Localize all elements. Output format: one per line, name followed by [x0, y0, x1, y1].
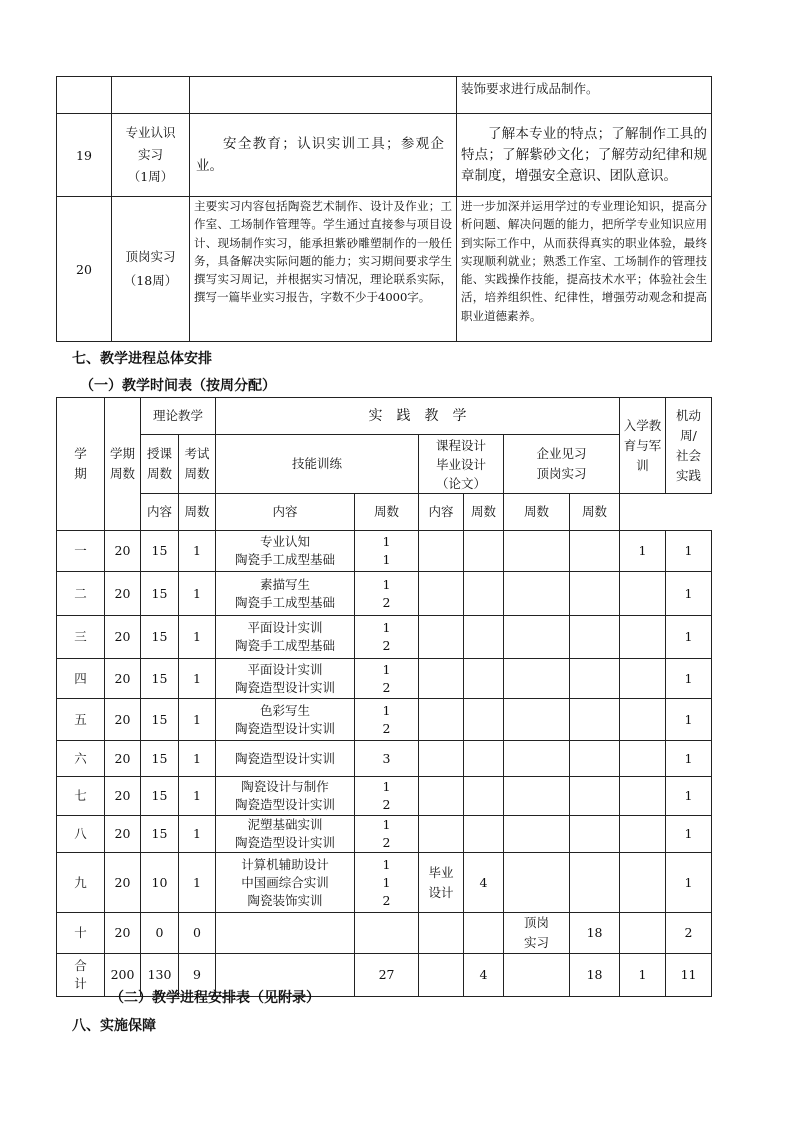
flex-weeks-cell: 1 — [666, 777, 712, 816]
skill-item: 泥塑基础实训 — [247, 817, 323, 832]
skills-weeks-cell — [355, 531, 419, 572]
semester-cell: 九 — [57, 853, 105, 913]
semester-cell: 一 — [57, 531, 105, 572]
table-row — [57, 114, 712, 197]
col-course-design: 课程设计毕业设计（论文） — [419, 435, 504, 494]
exam-weeks-cell: 1 — [179, 531, 216, 572]
entrance-weeks-cell — [620, 816, 666, 853]
col-skills: 技能训练 — [216, 435, 419, 494]
skills-content-cell — [216, 616, 355, 659]
skills-content-cell — [216, 741, 355, 777]
course-design-weeks-cell — [464, 572, 504, 616]
course-design-content-cell — [419, 659, 464, 699]
skill-item: 平面设计实训 — [247, 620, 323, 635]
table-row — [57, 913, 712, 954]
course-design-weeks-cell — [464, 699, 504, 741]
col-exam-weeks: 考试周数 — [179, 435, 216, 494]
table-row — [57, 699, 712, 741]
teaching-weeks-cell: 15 — [141, 659, 179, 699]
semester-cell: 十 — [57, 913, 105, 954]
skill-item: 计算机辅助设计 — [241, 856, 329, 872]
flex-weeks-cell: 1 — [666, 616, 712, 659]
entrance-weeks-cell — [620, 777, 666, 816]
flex-weeks-cell: 1 — [666, 699, 712, 741]
table-row — [57, 616, 712, 659]
enterprise-weeks-cell — [570, 853, 620, 913]
course-design-content-cell — [419, 777, 464, 816]
course-design-content-cell — [419, 616, 464, 659]
table-row — [57, 659, 712, 699]
entrance-weeks-cell — [620, 616, 666, 659]
enterprise-content-cell — [504, 699, 570, 741]
exam-weeks-cell: 1 — [179, 816, 216, 853]
enterprise-content-cell: 顶岗实习 — [504, 913, 570, 954]
col-enterprise: 企业见习顶岗实习 — [504, 435, 620, 494]
course-design-weeks-cell: 4 — [464, 853, 504, 913]
weeks-cell: 20 — [105, 816, 141, 853]
skill-item: 中国画综合实训 — [241, 874, 329, 890]
col-ent-weeks: 周数 — [464, 494, 504, 531]
skill-weeks-item: 1 — [382, 620, 391, 635]
skill-item: 陶瓷造型设计实训 — [235, 720, 336, 736]
section-heading: 七、教学进程总体安排 — [72, 351, 212, 367]
teaching-schedule-table — [56, 397, 712, 997]
item-number: 20 — [57, 197, 112, 342]
entrance-weeks-cell — [620, 913, 666, 954]
col-skill-content: 内容 — [141, 494, 179, 531]
skill-weeks-item: 2 — [382, 892, 391, 908]
practice-items-table — [56, 76, 712, 342]
enterprise-weeks-cell — [570, 816, 620, 853]
weeks-cell: 20 — [105, 741, 141, 777]
exam-weeks-cell: 0 — [179, 913, 216, 954]
teaching-weeks-cell: 15 — [141, 816, 179, 853]
enterprise-weeks-cell: 18 — [570, 913, 620, 954]
skill-item: 色彩写生 — [260, 702, 311, 718]
total-row: 合计 200 130 9 27 4 18 1 11 — [57, 954, 712, 997]
skill-item: 陶瓷手工成型基础 — [235, 552, 336, 567]
col-entrance-weeks: 周数 — [504, 494, 570, 531]
item-number: 19 — [57, 114, 112, 197]
col-teaching-weeks: 授课周数 — [141, 435, 179, 494]
skill-weeks-item: 2 — [382, 638, 391, 653]
entrance-weeks-cell — [620, 572, 666, 616]
table-row — [57, 777, 712, 816]
skill-weeks-item: 1 — [382, 779, 391, 794]
col-weeks: 学期周数 — [105, 398, 141, 531]
course-design-content-cell — [419, 741, 464, 777]
skill-weeks-item: 1 — [382, 702, 391, 718]
flex-weeks-cell: 2 — [666, 913, 712, 954]
table-row — [57, 572, 712, 616]
course-design-weeks-cell — [464, 531, 504, 572]
teaching-weeks-cell: 15 — [141, 699, 179, 741]
weeks-cell: 20 — [105, 659, 141, 699]
col-flex: 机动周/社会实践 — [666, 398, 712, 494]
table-row — [57, 816, 712, 853]
weeks-cell: 20 — [105, 531, 141, 572]
flex-weeks-cell: 1 — [666, 659, 712, 699]
teaching-weeks-cell: 15 — [141, 572, 179, 616]
enterprise-content-cell — [504, 816, 570, 853]
skills-weeks-cell — [355, 913, 419, 954]
enterprise-content-cell — [504, 531, 570, 572]
col-flex-weeks: 周数 — [570, 494, 620, 531]
flex-weeks-cell: 1 — [666, 572, 712, 616]
skill-item: 陶瓷设计与制作 — [241, 779, 329, 794]
enterprise-content-cell — [504, 853, 570, 913]
enterprise-weeks-cell — [570, 741, 620, 777]
skills-weeks-cell — [355, 741, 419, 777]
semester-cell: 三 — [57, 616, 105, 659]
skills-weeks-cell — [355, 659, 419, 699]
skill-weeks-item: 1 — [382, 817, 391, 832]
entrance-weeks-cell — [620, 853, 666, 913]
skill-weeks-item: 1 — [382, 576, 391, 592]
subsection-heading: （二）教学进程安排表（见附录） — [110, 990, 320, 1006]
skill-weeks-item: 3 — [382, 750, 391, 766]
header-row — [57, 398, 712, 435]
exam-weeks-cell: 1 — [179, 741, 216, 777]
skill-item: 陶瓷造型设计实训 — [235, 750, 336, 766]
enterprise-weeks-cell — [570, 616, 620, 659]
exam-weeks-cell: 1 — [179, 853, 216, 913]
weeks-cell: 20 — [105, 699, 141, 741]
project-name: 专业认识 实习 （1周） — [112, 114, 190, 197]
teaching-weeks-cell: 15 — [141, 616, 179, 659]
weeks-cell: 20 — [105, 913, 141, 954]
skills-content-cell — [216, 816, 355, 853]
exam-weeks-cell: 1 — [179, 572, 216, 616]
skill-item: 平面设计实训 — [247, 661, 323, 677]
skills-weeks-cell — [355, 777, 419, 816]
skill-weeks-item: 1 — [382, 661, 391, 677]
skill-weeks-item: 1 — [382, 874, 391, 890]
semester-cell: 七 — [57, 777, 105, 816]
content-cell: 主要实习内容包括陶瓷艺术制作、设计及作业；工作室、工场制作管理等。学生通过直接参与项目设计、现场制作实习，能承担紫砂雕塑制作的一般任务，具备解决实际问题的能力；实习期间要求学生撰写实习周记，并根据实习情况，理论联系实际，撰写一篇毕业实习报告，字数不少于4000字。 — [190, 197, 457, 342]
course-design-content-cell — [419, 816, 464, 853]
course-design-weeks-cell — [464, 659, 504, 699]
skill-weeks-item: 2 — [382, 679, 391, 695]
enterprise-content-cell — [504, 572, 570, 616]
entrance-weeks-cell — [620, 659, 666, 699]
entrance-weeks-cell: 1 — [620, 531, 666, 572]
project-name: 顶岗实习 （18周） — [112, 197, 190, 342]
exam-weeks-cell: 1 — [179, 616, 216, 659]
skills-content-cell — [216, 572, 355, 616]
exam-weeks-cell: 1 — [179, 777, 216, 816]
table-row — [57, 741, 712, 777]
section-heading: 八、实施保障 — [72, 1018, 156, 1034]
table-row — [57, 197, 712, 342]
col-practice: 实 践 教 学 — [216, 398, 620, 435]
teaching-weeks-cell: 15 — [141, 531, 179, 572]
col-entrance: 入学教育与军训 — [620, 398, 666, 494]
schedule-body — [57, 531, 712, 954]
flex-weeks-cell: 1 — [666, 816, 712, 853]
table-row — [57, 853, 712, 913]
skill-weeks-item: 2 — [382, 720, 391, 736]
skill-item: 陶瓷手工成型基础 — [235, 594, 336, 610]
weeks-cell: 20 — [105, 853, 141, 913]
header-row — [57, 494, 712, 531]
skill-weeks-item: 1 — [382, 552, 391, 567]
skill-item: 陶瓷造型设计实训 — [235, 797, 336, 812]
skills-weeks-cell — [355, 699, 419, 741]
course-design-content-cell — [419, 531, 464, 572]
course-design-weeks-cell — [464, 741, 504, 777]
enterprise-content-cell — [504, 659, 570, 699]
teaching-weeks-cell: 15 — [141, 741, 179, 777]
goal-cell: 装饰要求进行成品制作。 — [457, 77, 712, 114]
content-cell: 安全教育；认识实训工具；参观企业。 — [190, 114, 457, 197]
flex-weeks-cell: 1 — [666, 531, 712, 572]
exam-weeks-cell: 1 — [179, 659, 216, 699]
col-skill-weeks: 周数 — [179, 494, 216, 531]
skill-item: 陶瓷装饰实训 — [247, 892, 323, 908]
enterprise-content-cell — [504, 616, 570, 659]
flex-weeks-cell: 1 — [666, 741, 712, 777]
course-design-weeks-cell — [464, 816, 504, 853]
weeks-cell: 20 — [105, 616, 141, 659]
header-row — [57, 435, 712, 494]
skills-content-cell — [216, 777, 355, 816]
skills-weeks-cell — [355, 853, 419, 913]
skill-weeks-item: 1 — [382, 534, 391, 549]
col-cd-content: 内容 — [216, 494, 355, 531]
skill-item: 陶瓷手工成型基础 — [235, 638, 336, 653]
skill-weeks-item: 2 — [382, 835, 391, 850]
semester-cell: 四 — [57, 659, 105, 699]
teaching-weeks-cell: 15 — [141, 777, 179, 816]
skills-weeks-cell — [355, 616, 419, 659]
course-design-content-cell: 毕业设计 — [419, 853, 464, 913]
col-ent-content: 内容 — [419, 494, 464, 531]
weeks-cell: 20 — [105, 777, 141, 816]
semester-cell: 五 — [57, 699, 105, 741]
col-theory: 理论教学 — [141, 398, 216, 435]
skills-content-cell — [216, 699, 355, 741]
enterprise-weeks-cell — [570, 572, 620, 616]
entrance-weeks-cell — [620, 699, 666, 741]
skill-item: 陶瓷造型设计实训 — [235, 835, 336, 850]
skill-item: 素描写生 — [260, 576, 311, 592]
col-semester: 学期 — [57, 398, 105, 531]
enterprise-content-cell — [504, 741, 570, 777]
table-row — [57, 77, 712, 114]
course-design-content-cell — [419, 699, 464, 741]
skills-weeks-cell — [355, 572, 419, 616]
skill-weeks-item: 2 — [382, 594, 391, 610]
skills-content-cell — [216, 913, 355, 954]
skill-weeks-item: 1 — [382, 856, 391, 872]
skills-content-cell — [216, 853, 355, 913]
goal-cell: 进一步加深并运用学过的专业理论知识，提高分析问题、解决问题的能力，把所学专业知识应用到实际工作中，从而获得真实的职业体验，最终实现顺利就业；熟悉工作室、工场制作的管理技能、实践操作技能，提高技术水平；体验社会生活，培养组织性、纪律性，增强劳动观念和提高职业道德素养。 — [457, 197, 712, 342]
teaching-weeks-cell: 10 — [141, 853, 179, 913]
col-cd-weeks: 周数 — [355, 494, 419, 531]
course-design-weeks-cell — [464, 913, 504, 954]
enterprise-weeks-cell — [570, 659, 620, 699]
skill-item: 陶瓷造型设计实训 — [235, 679, 336, 695]
table-row — [57, 531, 712, 572]
skills-content-cell — [216, 659, 355, 699]
goal-cell: 了解本专业的特点；了解制作工具的特点；了解紫砂文化；了解劳动纪律和规章制度，增强安全意识、团队意识。 — [457, 114, 712, 197]
flex-weeks-cell: 1 — [666, 853, 712, 913]
course-design-content-cell — [419, 572, 464, 616]
skill-item: 专业认知 — [260, 534, 311, 549]
weeks-cell: 20 — [105, 572, 141, 616]
semester-cell: 六 — [57, 741, 105, 777]
enterprise-weeks-cell — [570, 531, 620, 572]
course-design-weeks-cell — [464, 616, 504, 659]
entrance-weeks-cell — [620, 741, 666, 777]
total-label: 合计 — [57, 954, 105, 997]
skills-content-cell — [216, 531, 355, 572]
enterprise-content-cell — [504, 777, 570, 816]
exam-weeks-cell: 1 — [179, 699, 216, 741]
skills-weeks-cell — [355, 816, 419, 853]
skill-weeks-item: 2 — [382, 797, 391, 812]
course-design-content-cell — [419, 913, 464, 954]
enterprise-weeks-cell — [570, 699, 620, 741]
enterprise-weeks-cell — [570, 777, 620, 816]
semester-cell: 二 — [57, 572, 105, 616]
subsection-heading: （一）教学时间表（按周分配） — [80, 378, 276, 394]
course-design-weeks-cell — [464, 777, 504, 816]
semester-cell: 八 — [57, 816, 105, 853]
teaching-weeks-cell: 0 — [141, 913, 179, 954]
